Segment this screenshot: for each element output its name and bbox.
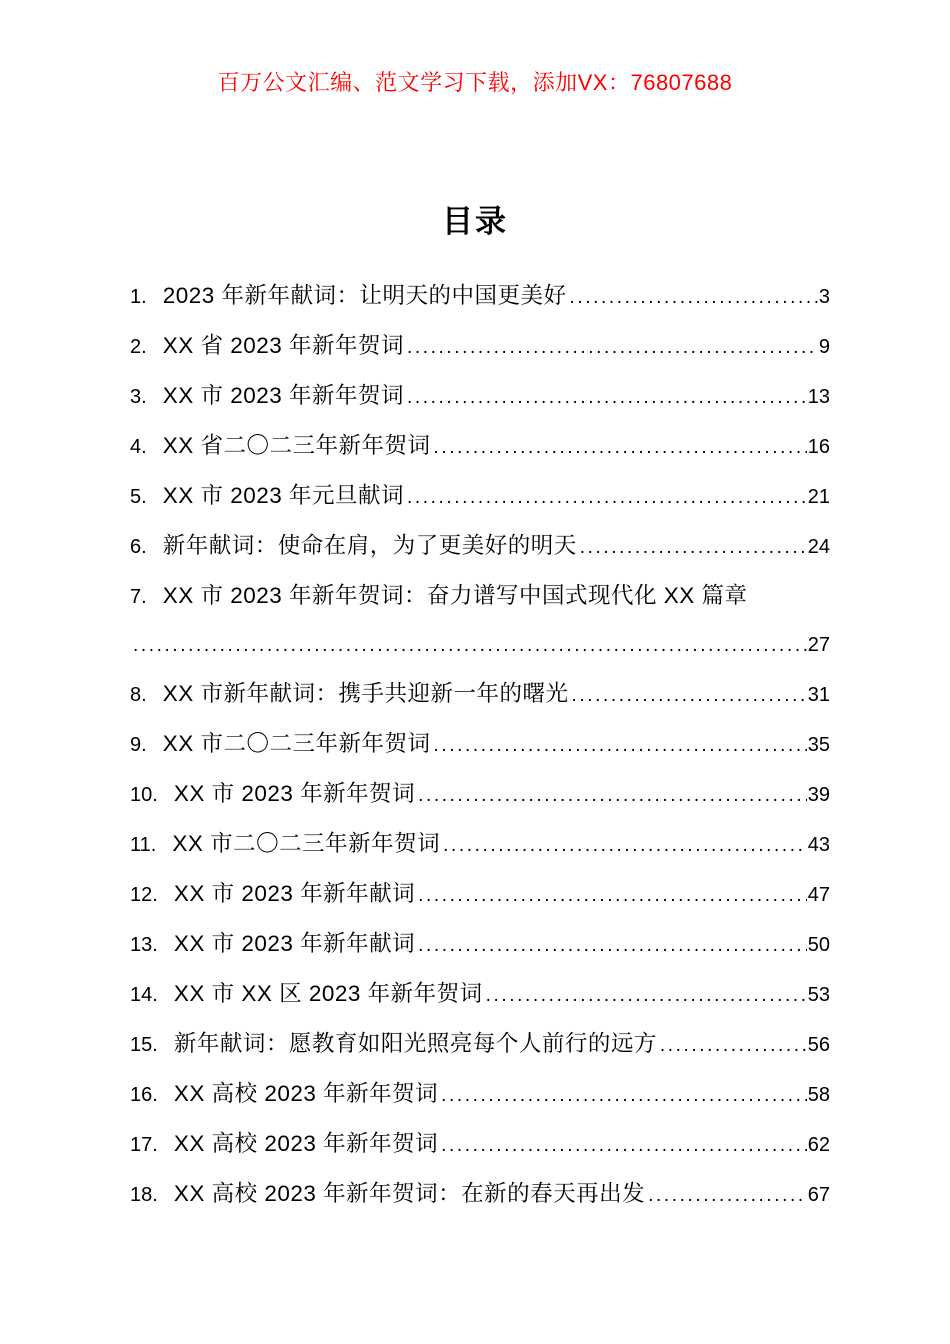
- toc-dot-leader: [441, 1122, 807, 1170]
- toc-entry[interactable]: [130, 272, 830, 322]
- toc-entry-number: 16.: [130, 1084, 158, 1106]
- toc-entry-number: 10.: [130, 784, 158, 806]
- toc-entry-page: 3: [818, 286, 830, 308]
- toc-entry-number: 6.: [130, 536, 147, 558]
- toc-entry-number: 2.: [130, 336, 147, 358]
- toc-entry-title: 2023 年新年献词：让明天的中国更美好: [162, 283, 567, 308]
- toc-entry-page: 62: [807, 1134, 830, 1156]
- toc-entry-number: 13.: [130, 934, 158, 956]
- toc-entry-title: XX 市二〇二三年新年贺词: [172, 831, 441, 856]
- download-notice-banner: 百万公文汇编、范文学习下载，添加VX：76807688: [217, 70, 733, 95]
- toc-dot-leader: [407, 324, 818, 372]
- toc-entry[interactable]: [130, 322, 830, 372]
- toc-dot-leader: [133, 622, 807, 670]
- toc-entry-number: 7.: [130, 586, 147, 608]
- toc-entry-number: 5.: [130, 486, 147, 508]
- toc-dot-leader: [486, 972, 807, 1020]
- toc-entry-title: XX 高校 2023 年新年贺词: [173, 1131, 439, 1156]
- toc-dot-leader: [418, 922, 807, 970]
- toc-entry-page: 21: [807, 486, 830, 508]
- toc-dot-leader: [570, 274, 818, 322]
- toc-entry-page: 47: [807, 884, 830, 906]
- toc-dot-leader: [418, 772, 807, 820]
- toc-entry-title: XX 市 2023 年新年献词: [173, 931, 416, 956]
- toc-dot-leader: [443, 822, 807, 870]
- toc-list: [130, 272, 830, 1220]
- toc-entry[interactable]: [130, 1070, 830, 1120]
- toc-entry-number: 9.: [130, 734, 147, 756]
- toc-dot-leader: [648, 1172, 807, 1220]
- toc-entry-title: XX 省 2023 年新年贺词: [162, 333, 405, 358]
- toc-entry-title: XX 市 2023 年新年贺词: [162, 383, 405, 408]
- toc-entry-number: 1.: [130, 286, 147, 308]
- toc-entry-page: 27: [807, 634, 830, 656]
- toc-dot-leader: [433, 722, 806, 770]
- toc-dot-leader: [660, 1022, 807, 1070]
- toc-entry-page: 31: [807, 684, 830, 706]
- toc-dot-leader: [580, 524, 807, 572]
- toc-entry[interactable]: [130, 522, 830, 572]
- toc-entry[interactable]: [130, 670, 830, 720]
- toc-entry-title: XX 市 XX 区 2023 年新年贺词: [173, 981, 483, 1006]
- toc-entry[interactable]: [130, 1120, 830, 1170]
- toc-entry-number: 18.: [130, 1184, 158, 1206]
- toc-entry-title: XX 市新年献词：携手共迎新一年的曙光: [162, 681, 569, 706]
- toc-entry[interactable]: [130, 920, 830, 970]
- toc-entry-number: 17.: [130, 1134, 158, 1156]
- toc-entry-number: 12.: [130, 884, 158, 906]
- page-title: 目录: [442, 204, 508, 239]
- toc-entry-number: 14.: [130, 984, 158, 1006]
- toc-entry[interactable]: [130, 870, 830, 920]
- toc-entry[interactable]: [130, 770, 830, 820]
- toc-entry-number: 15.: [130, 1034, 158, 1056]
- toc-entry-number: 8.: [130, 684, 147, 706]
- toc-entry-page: 9: [818, 336, 830, 358]
- toc-dot-leader: [407, 374, 807, 422]
- toc-entry[interactable]: [130, 472, 830, 522]
- toc-entry-title: XX 市 2023 年元旦献词: [162, 483, 405, 508]
- toc-entry-number: 11.: [130, 834, 157, 856]
- toc-entry-title: XX 市 2023 年新年贺词: [173, 781, 416, 806]
- toc-dot-leader: [407, 474, 807, 522]
- toc-dot-leader: [433, 424, 806, 472]
- toc-entry-page: 50: [807, 934, 830, 956]
- toc-entry-page: 39: [807, 784, 830, 806]
- toc-entry-title: 新年献词：使命在肩，为了更美好的明天: [162, 533, 577, 558]
- toc-entry-number: 3.: [130, 386, 147, 408]
- toc-entry[interactable]: [130, 422, 830, 472]
- toc-entry[interactable]: [130, 720, 830, 770]
- toc-entry[interactable]: [130, 572, 830, 670]
- toc-entry-title: XX 市 2023 年新年贺词：奋力谱写中国式现代化 XX 篇章: [162, 583, 748, 608]
- toc-entry-title: XX 市二〇二三年新年贺词: [162, 731, 431, 756]
- toc-dot-leader: [441, 1072, 807, 1120]
- toc-dot-leader: [418, 872, 807, 920]
- toc-entry-page: 58: [807, 1084, 830, 1106]
- toc-entry-page: 24: [807, 536, 830, 558]
- toc-entry[interactable]: [130, 970, 830, 1020]
- toc-entry-page: 16: [807, 436, 830, 458]
- toc-dot-leader: [571, 672, 806, 720]
- toc-entry-page: 35: [807, 734, 830, 756]
- toc-entry-page: 53: [807, 984, 830, 1006]
- toc-entry-page: 67: [807, 1184, 830, 1206]
- toc-entry-page: 56: [807, 1034, 830, 1056]
- toc-entry[interactable]: [130, 820, 830, 870]
- toc-entry[interactable]: [130, 372, 830, 422]
- toc-entry-title: XX 高校 2023 年新年贺词: [173, 1081, 439, 1106]
- toc-entry-page: 43: [807, 834, 830, 856]
- toc-entry-title: XX 市 2023 年新年献词: [173, 881, 416, 906]
- toc-entry-page: 13: [807, 386, 830, 408]
- toc-entry[interactable]: [130, 1170, 830, 1220]
- toc-entry-title: XX 高校 2023 年新年贺词：在新的春天再出发: [173, 1181, 646, 1206]
- toc-entry-title: 新年献词：愿教育如阳光照亮每个人前行的远方: [173, 1031, 657, 1056]
- toc-entry[interactable]: [130, 1020, 830, 1070]
- toc-entry-number: 4.: [130, 436, 147, 458]
- toc-entry-title: XX 省二〇二三年新年贺词: [162, 433, 431, 458]
